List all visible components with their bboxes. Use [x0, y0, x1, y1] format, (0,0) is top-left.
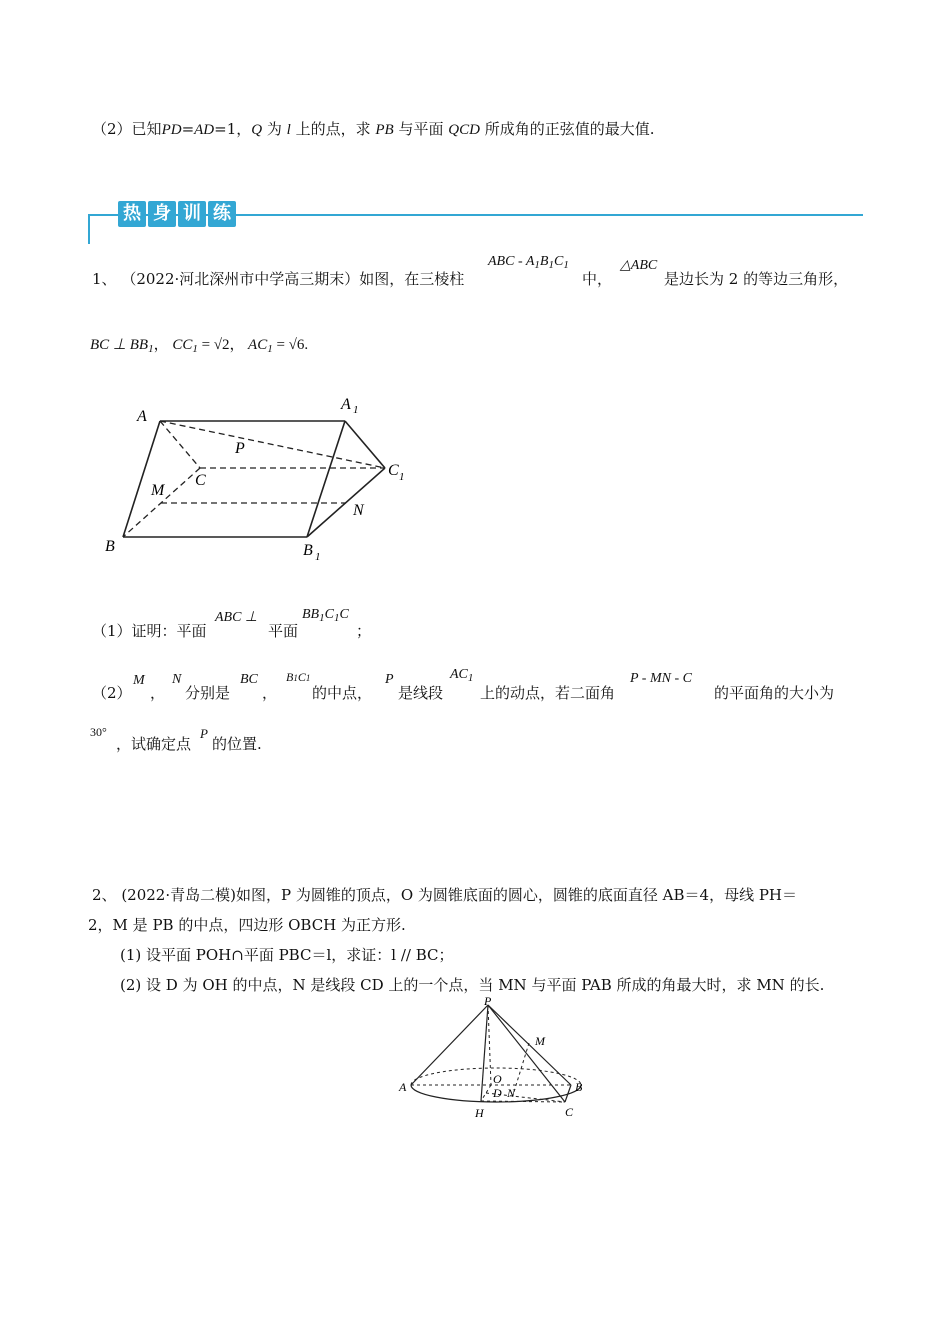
section-rule-left: [88, 214, 90, 244]
cone-label-M: M: [535, 1034, 545, 1048]
label-A1-sub: 1: [353, 404, 359, 416]
p1-mid: 中，: [582, 270, 613, 288]
p1-sub2-B1C1: B1C1: [286, 670, 311, 684]
label-M: M: [151, 482, 165, 499]
label-A: A: [137, 408, 147, 425]
label-A1: A: [341, 396, 351, 413]
p1-sub2-P2: P: [200, 726, 208, 741]
cone-label-B: B: [575, 1080, 583, 1094]
section-char: 训: [178, 201, 206, 227]
section-char: 身: [148, 201, 176, 227]
edge-AB: [123, 421, 160, 537]
generatrix-PH: [481, 1005, 488, 1101]
p2-sub1: (1) 设平面 POH∩平面 PBC＝l，求证：l // BC；: [120, 946, 454, 964]
p1-sub2-t7: 的位置.: [212, 735, 262, 753]
p1-stem: 1、 （2022·河北深州市中学高三期末）如图，在三棱柱: [92, 270, 465, 288]
p2-line2: 2，M 是 PB 的中点，四边形 OBCH 为正方形.: [88, 916, 406, 934]
p1-sub2-t1: 分别是: [185, 684, 231, 702]
p1-sub1: （1）证明：平面: [92, 622, 207, 640]
label-B: B: [105, 538, 115, 555]
p1-sub2-t4: 上的动点，若二面角: [480, 684, 616, 702]
label-P: P: [235, 440, 245, 457]
section-title: [118, 201, 236, 227]
p1-tail: 是边长为 2 的等边三角形，: [664, 270, 849, 288]
p1-sub1-plane-word: 平面: [268, 622, 299, 640]
p1-prism-name: ABC - $A_1B_1C_1$: [488, 254, 569, 271]
prev-question: （2）已知PD=AD=1，Q 为 l 上的点，求 PB 与平面 QCD 所成角的正弦值的最大值.: [92, 120, 655, 138]
section-char: 热: [118, 201, 146, 227]
cone-label-O: O: [493, 1072, 502, 1086]
p1-sub2-comma2: ，: [262, 684, 278, 702]
p1-sub2-N: N: [172, 672, 182, 687]
section-char: 练: [208, 201, 236, 227]
cone-figure: [395, 995, 595, 1125]
p1-sub2-M: M: [133, 673, 145, 688]
height-PO: [488, 1005, 491, 1085]
label-C: C: [195, 472, 206, 489]
p1-sub2-t2: 的中点，: [312, 684, 373, 702]
cone-label-C: C: [565, 1105, 574, 1119]
label-B1-sub: 1: [315, 551, 321, 563]
cone-label-P: P: [484, 995, 492, 1008]
p1-sub2-comma: ，: [150, 684, 166, 702]
cone-label-D: D: [493, 1086, 502, 1100]
p1-sub2-deg: 30°: [90, 725, 107, 739]
label-C1-sub: 1: [399, 471, 405, 483]
p1-conditions: BC ⊥ $BB_1$， $CC_1 = √2$， $AC_1 = √6$.: [90, 337, 309, 355]
p1-sub2-AC1: $AC_1$: [450, 667, 474, 684]
p1-sub2-angle: P - MN - C: [630, 671, 692, 686]
cone-label-N: N: [507, 1086, 516, 1100]
label-N: N: [353, 502, 364, 519]
prism-figure: [95, 385, 415, 575]
p2-line1: 2、 (2022·青岛二模)如图，P 为圆锥的顶点，O 为圆锥底面的圆心，圆锥的底面直径 AB＝4，母线 PH＝: [92, 886, 798, 904]
label-B1: B: [303, 542, 313, 559]
p2-sub2: (2) 设 D 为 OH 的中点，N 是线段 CD 上的一个点，当 MN 与平面 PAB 所成的角最大时，求 MN 的长.: [120, 976, 825, 994]
cone-label-H: H: [475, 1106, 484, 1120]
p1-sub1-abc: ABC ⊥: [215, 610, 258, 625]
p1-sub1-end: ；: [356, 622, 372, 640]
label-C1: C: [388, 462, 399, 479]
p1-triangle: △ABC: [620, 258, 658, 273]
p1-sub2-t5: 的平面角的大小为: [714, 684, 835, 702]
p1-sub2-BC: BC: [240, 672, 258, 687]
p1-sub1-plane: $BB_1C_1C$: [302, 607, 349, 624]
p1-sub2-t3: 是线段: [398, 684, 444, 702]
p1-sub2-t6: ，试确定点: [116, 735, 192, 753]
p1-sub2-P: P: [385, 672, 394, 687]
generatrix-PA: [411, 1005, 488, 1085]
cone-label-A: A: [399, 1080, 407, 1094]
p1-sub2-num: （2）: [92, 684, 132, 702]
